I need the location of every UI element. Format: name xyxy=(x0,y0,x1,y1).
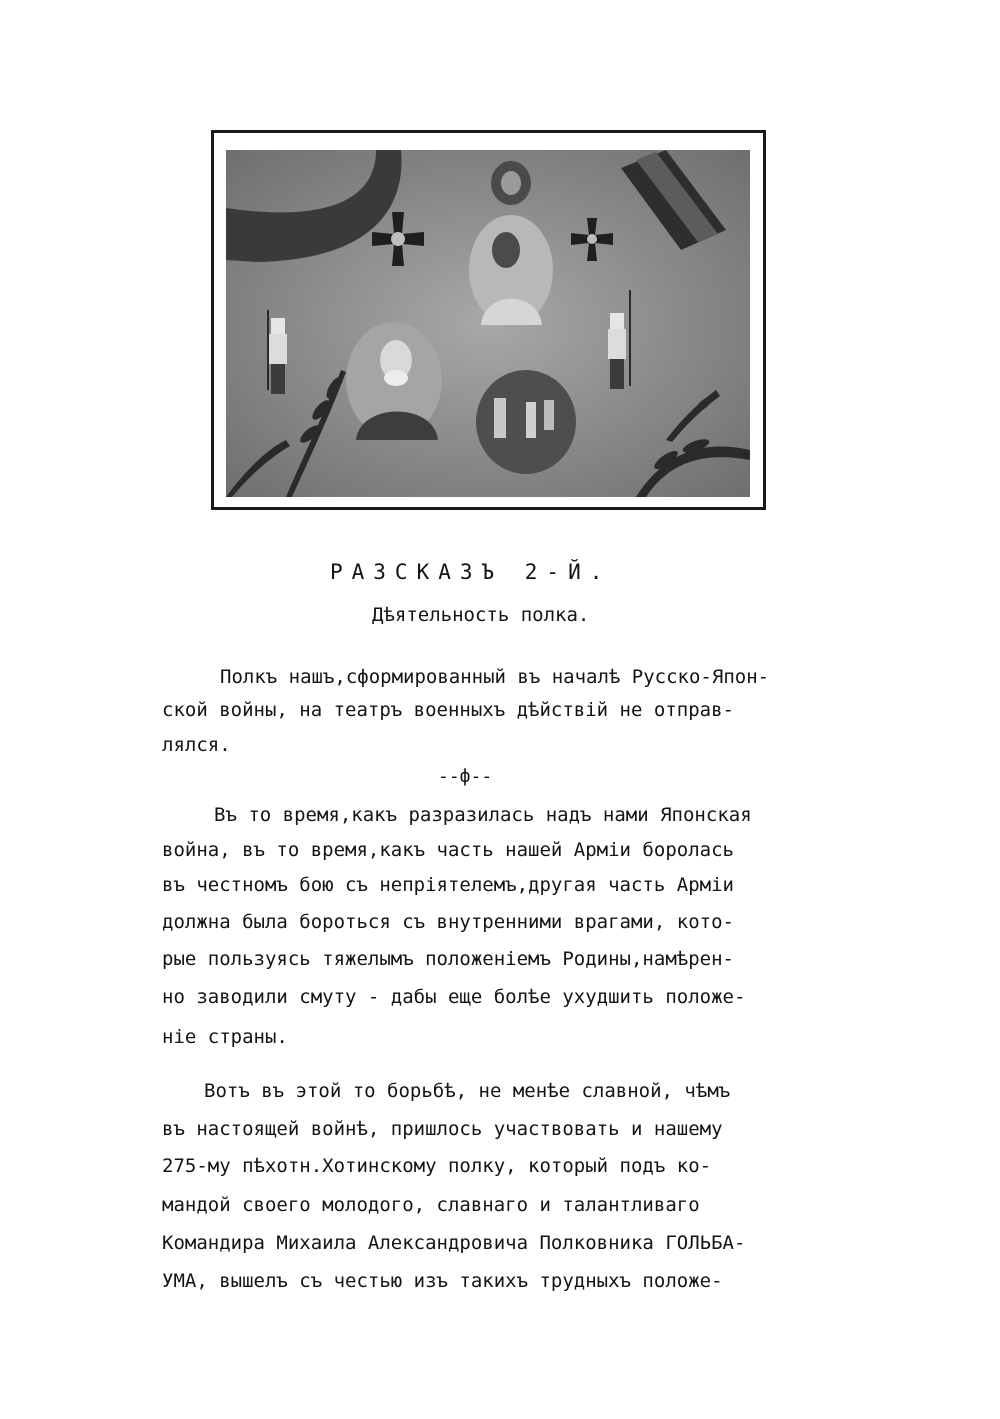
group-photograph xyxy=(476,370,576,474)
text-line: война, въ то время,какъ часть нашей Армiи боролась xyxy=(162,839,734,861)
text-line: УМА, вышелъ съ честью изъ такихъ трудныхъ положе- xyxy=(162,1270,723,1292)
text-line: Полкъ нашъ,сформированный въ началѣ Русско-Япон- xyxy=(220,666,770,688)
text-line: рые пользуясь тяжелымъ положенiемъ Родины,намѣрен- xyxy=(162,948,734,970)
text-line: въ честномъ бою съ непрiятелемъ,другая часть Армiи xyxy=(162,874,734,896)
text-line: 275-му пѣхотн.Хотинскому полку, который подъ ко- xyxy=(162,1155,712,1177)
collage-photograph xyxy=(226,150,750,497)
text-line: въ настоящей войнѣ, пришлось участвовать и нашему xyxy=(162,1118,723,1140)
text-line: лялся. xyxy=(162,734,231,756)
story-subtitle: Дѣятельность полка. xyxy=(372,604,590,626)
text-line: Въ то время,какъ разразилась надъ нами Японская xyxy=(214,804,752,826)
officer-portrait-top xyxy=(469,215,553,325)
section-divider: --ф-- xyxy=(438,766,493,787)
text-line: Вотъ въ этой то борьбѣ, не менѣе славной, чѣмъ xyxy=(204,1080,731,1102)
text-line: нiе страны. xyxy=(162,1026,288,1048)
text-line: но заводили смуту - дабы еще болѣе ухудшить положе- xyxy=(162,986,746,1008)
double-headed-eagle-icon xyxy=(491,161,531,205)
text-line: Командира Михаила Александровича Полковника ГОЛЬБА- xyxy=(162,1232,746,1254)
text-line: должна была бороться съ внутренними врагами, кото- xyxy=(162,911,734,933)
text-line: ской войны, на театръ военныхъ дѣйствiй не отправ- xyxy=(162,699,734,721)
collage-image xyxy=(226,150,750,497)
story-title: РАЗСКАЗЪ 2-Й. xyxy=(330,560,612,584)
text-line: мандой своего молодого, славнаго и талантливаго xyxy=(162,1194,700,1216)
photo-frame xyxy=(211,130,766,510)
